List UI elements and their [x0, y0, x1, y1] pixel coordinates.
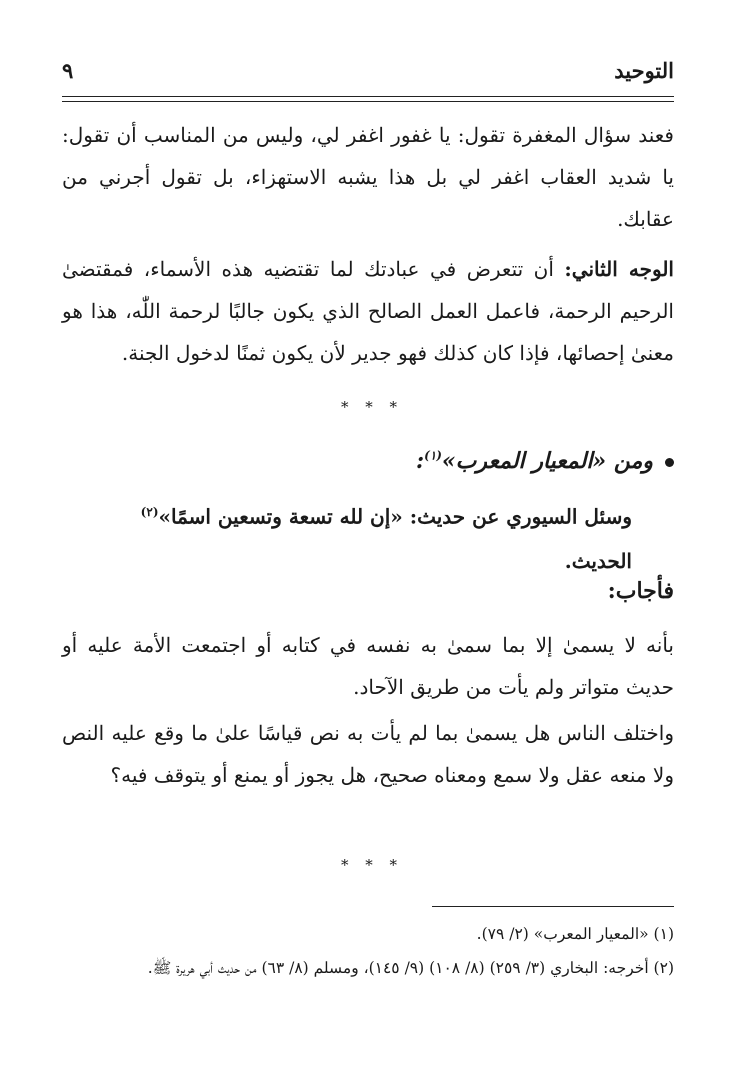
bullet-icon: [665, 458, 674, 467]
header-rule-top: [62, 96, 674, 97]
separator-stars-1: * * *: [340, 398, 404, 416]
footnote-1: (١) «المعيار المعرب» (٢/ ٧٩).: [476, 925, 674, 943]
section-heading: [62, 448, 674, 474]
paragraph-3: بأنه لا يسمىٰ إلا بما سمىٰ به نفسه في كتابه أو اجتمعت الأمة عليه أو حديث متواتر ولم يأت من طريق الآحاد.: [62, 633, 674, 699]
separator-stars-2: * * *: [340, 856, 404, 874]
question-text: [62, 490, 632, 583]
footnote-rule: [432, 906, 674, 907]
paragraph-2-text: أن تتعرض في عبادتك لما تقتضيه هذه الأسماء، فمقتضىٰ الرحيم الرحمة، فاعمل العمل الصالح الذي يكون جالبًا لرحمة اللّٰه، هذا هو معنىٰ إحصائها، فإذا كان كذلك فهو جدير لأن يكون ثمنًا لدخول الجنة.: [62, 257, 674, 365]
paragraph-4: واختلف الناس هل يسمىٰ بما لم يأت به نص قياسًا علىٰ ما وقع عليه النص ولا منعه عقل ولا سمع ومعناه صحيح، هل يجوز أو يمنع أو يتوقف فيه؟: [62, 721, 674, 787]
section-title: ومن «المعيار المعرب»: [441, 448, 653, 474]
paragraph-2-label: الوجه الثاني:: [564, 257, 674, 281]
header-rule-bottom: [62, 101, 674, 102]
paragraph-1: فعند سؤال المغفرة تقول: يا غفور اغفر لي، وليس من المناسب أن تقول: يا شديد العقاب اغفر لي بل هذا يشبه الاستهزاء، بل تقول أجرني من عقابك.: [62, 123, 674, 231]
answer-label: فأجاب:: [607, 578, 674, 604]
running-title: التوحيد: [614, 58, 674, 83]
footnote-2: (٢) أخرجه: البخاري (٣/ ٢٥٩) (٨/ ١٠٨) (٩/ ١٤٥)، ومسلم (٨/ ٦٣) من حديث أبي هريرة ﷺ.: [147, 959, 674, 977]
section-colon: :: [415, 448, 425, 474]
question-body: وسئل السيوري عن حديث: «إن لله تسعة وتسعين اسمًا»: [158, 504, 632, 529]
section-footnote-ref: (١): [424, 448, 442, 463]
question-end: الحديث.: [564, 548, 632, 573]
page-number: ٩: [62, 58, 74, 83]
page-header: [62, 58, 674, 90]
question-footnote-ref: (٢): [140, 505, 159, 519]
paragraph-2: [62, 248, 674, 374]
